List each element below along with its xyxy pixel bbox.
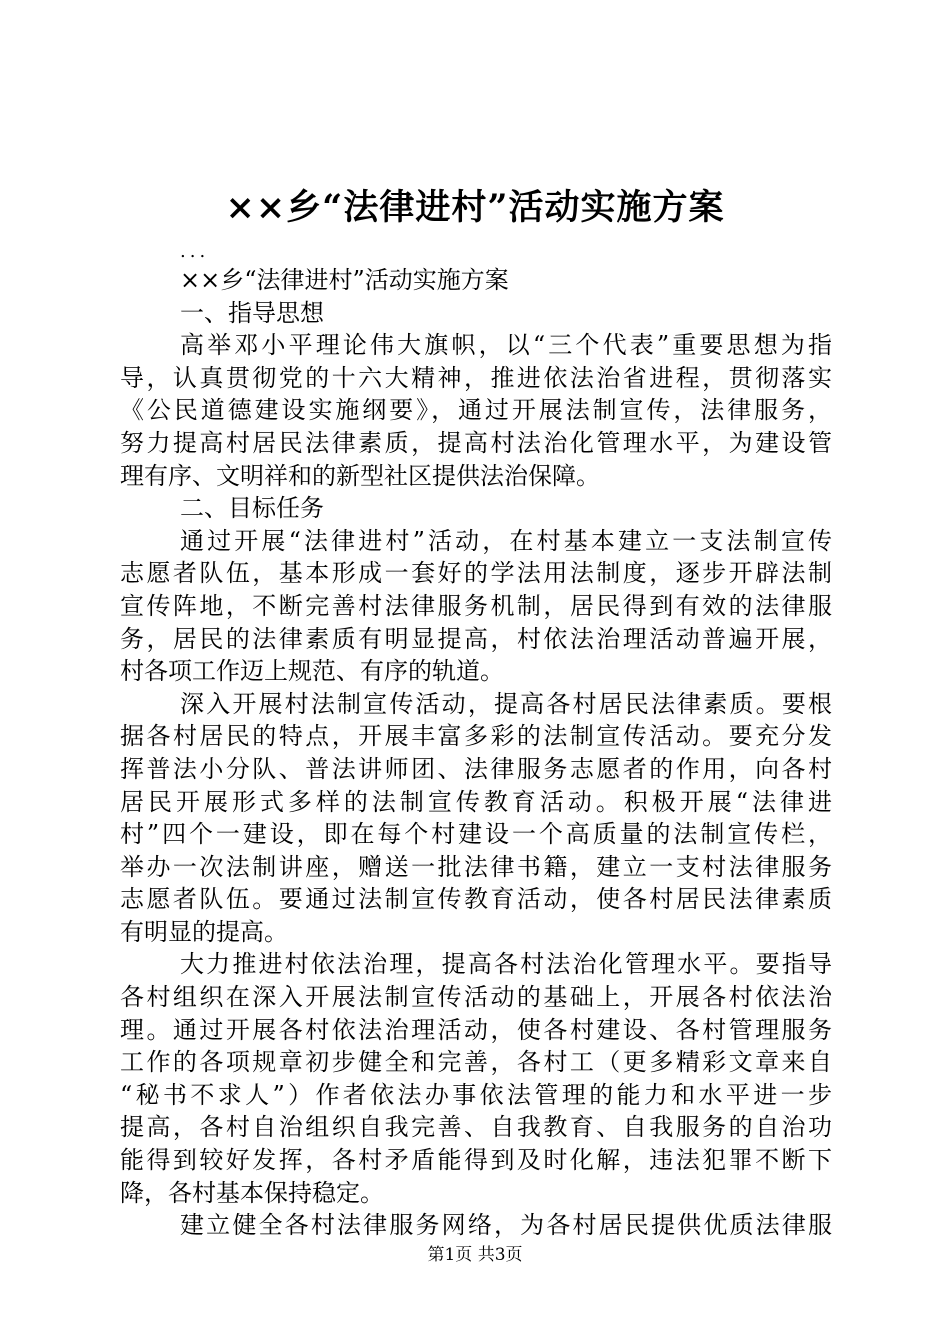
paragraph-line: 提高，各村自治组织自我完善、自我教育、自我服务的自治功 xyxy=(120,1113,832,1142)
paragraph-line: 据各村居民的特点，开展丰富多彩的法制宣传活动。要充分发 xyxy=(120,722,832,751)
document-subtitle: ××乡“法律进村”活动实施方案 xyxy=(180,266,509,294)
paragraph-line: 宣传阵地，不断完善村法律服务机制，居民得到有效的法律服 xyxy=(120,591,832,620)
paragraph-line: 通过开展“法律进村”活动，在村基本建立一支法制宣传 xyxy=(180,526,832,555)
paragraph-line: 有明显的提高。 xyxy=(120,917,288,946)
paragraph-line: 大力推进村依法治理，提高各村法治化管理水平。要指导 xyxy=(180,950,832,979)
paragraph-line: 降，各村基本保持稳定。 xyxy=(120,1178,384,1207)
paragraph-line: 志愿者队伍。要通过法制宣传教育活动，使各村居民法律素质 xyxy=(120,885,832,914)
paragraph-line: 务，居民的法律素质有明显提高，村依法治理活动普遍开展， xyxy=(120,624,832,653)
paragraph-line: 理。通过开展各村依法治理活动，使各村建设、各村管理服务 xyxy=(120,1015,832,1044)
paragraph-line: 能得到较好发挥，各村矛盾能得到及时化解，违法犯罪不断下 xyxy=(120,1146,832,1175)
paragraph-line: 《公民道德建设实施纲要》，通过开展法制宣传，法律服务， xyxy=(120,396,832,425)
paragraph-line: 高举邓小平理论伟大旗帜，以“三个代表”重要思想为指 xyxy=(180,331,832,360)
page-title: ××乡“法律进村”活动实施方案 xyxy=(225,187,725,228)
section-heading-guiding-ideology: 一、指导思想 xyxy=(180,298,324,327)
paragraph-line: 努力提高村居民法律素质，提高村法治化管理水平，为建设管 xyxy=(120,428,832,457)
paragraph-line: 村”四个一建设，即在每个村建设一个高质量的法制宣传栏， xyxy=(120,820,832,849)
paragraph-line: 建立健全各村法律服务网络，为各村居民提供优质法律服 xyxy=(180,1211,832,1240)
paragraph-line: 志愿者队伍，基本形成一套好的学法用法制度，逐步开辟法制 xyxy=(120,559,832,588)
paragraph-line: 各村组织在深入开展法制宣传活动的基础上，开展各村依法治 xyxy=(120,983,832,1012)
paragraph-line: “秘书不求人”）作者依法办事依法管理的能力和水平进一步 xyxy=(120,1080,832,1109)
paragraph-line: 导，认真贯彻党的十六大精神，推进依法治省进程，贯彻落实 xyxy=(120,363,832,392)
section-heading-goals-tasks: 二、目标任务 xyxy=(180,494,324,523)
page-footer: 第1页 共3页 xyxy=(427,1245,523,1265)
paragraph-line: 理有序、文明祥和的新型社区提供法治保障。 xyxy=(120,461,600,490)
paragraph-line: 举办一次法制讲座，赠送一批法律书籍，建立一支村法律服务 xyxy=(120,852,832,881)
paragraph-line: 居民开展形式多样的法制宣传教育活动。积极开展“法律进 xyxy=(120,787,832,816)
ellipsis-text: ... xyxy=(180,241,210,262)
paragraph-line: 工作的各项规章初步健全和完善，各村工（更多精彩文章来自 xyxy=(120,1048,832,1077)
document-body xyxy=(120,240,832,1242)
paragraph-line: 村各项工作迈上规范、有序的轨道。 xyxy=(120,657,504,686)
paragraph-line: 挥普法小分队、普法讲师团、法律服务志愿者的作用，向各村 xyxy=(120,754,832,783)
paragraph-line: 深入开展村法制宣传活动，提高各村居民法律素质。要根 xyxy=(180,689,832,718)
